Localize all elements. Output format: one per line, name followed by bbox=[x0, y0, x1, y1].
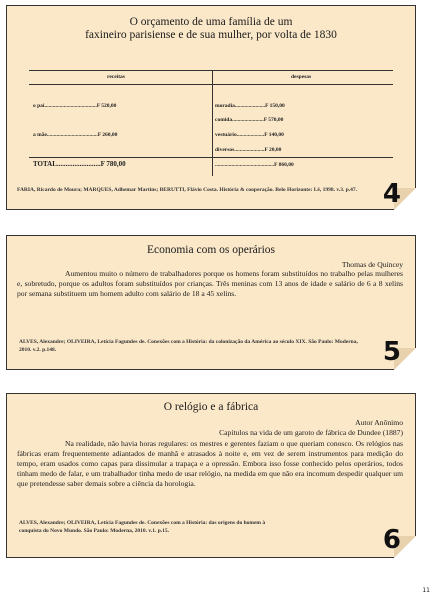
col-receitas: receitas bbox=[107, 74, 125, 80]
source-citation: ALVES, Alexandre; OLIVEIRA, Letícia Fagundes de. Conexões com a História: da colonização da América ao século XIX. São Paulo: Moderna, 2010. v.2. p.148. bbox=[19, 339, 358, 353]
expense-clothing: vestuário....................F 140,00 bbox=[215, 132, 284, 138]
page-number: 11 bbox=[422, 587, 430, 594]
quote-text: Na realidade, não havia horas regulares: os mestres e gerentes faziam o que queriam conosco. Os relógios nas fábricas eram frequentemente adiantados de manhã e atrasados à noite e, em vez de serem instrumentos para medição do tempo, eram usados como capas para dissimular a trapaça e a opressão. Embora isso fosse conhecido pelos operários, todos tinham medo de falar, e um trabalhador tinha medo de usar relógio, na medida em que não era incomum despedir qualquer um que pretendesse saber demais sobre a ciência da horologia. bbox=[17, 439, 403, 488]
card-title-line2: faxineiro parisiense e de sua mulher, por volta de 1830 bbox=[85, 29, 337, 41]
card-workers bbox=[6, 235, 416, 370]
card-number: 5 bbox=[382, 337, 401, 367]
income-mother: a mãe.....................................F 260,00 bbox=[33, 132, 118, 138]
card-number: 6 bbox=[382, 525, 401, 555]
expense-food: comida.......................F 570,00 bbox=[215, 117, 284, 123]
card-clock-factory bbox=[6, 393, 416, 558]
card-budget bbox=[6, 5, 416, 210]
source-citation-line2: conquista do Novo Mundo. São Paulo: Moderna, 2010. v.1. p.15. bbox=[19, 528, 170, 534]
card-title: O orçamento de uma família de um bbox=[129, 16, 293, 28]
income-father: o pai......................................F 520,00 bbox=[33, 103, 117, 109]
source-citation: ALVES, Alexandre; OLIVEIRA, Letícia Fagundes de. Conexões com a História: das origens do homem à bbox=[19, 520, 266, 526]
card-title: O relógio e a fábrica bbox=[163, 401, 259, 413]
expense-housing: moradia......................F 150,00 bbox=[215, 103, 285, 109]
source-citation: FARIA, Ricardo de Moura; MARQUES, Adhemar Martins; BERUTTI, Flávio Costa. História & cooperação. Belo Horizonte: Lê, 1998. v.3. p.47. bbox=[17, 187, 358, 193]
author: Thomas de Quincey bbox=[341, 260, 403, 269]
total-expenses: ...........................................F 860,00 bbox=[215, 162, 294, 168]
quote-text: Aumentou muito o número de trabalhadores porque os homens foram substituídos no trabalho pelas mulheres e, sobretudo, porque os adultos foram substituídos por crianças. Três meninas com 13 anos de idade e salário de 6 a 8 xelins por semana substituem um homem adulto com salário de 18 a 45 xelins. bbox=[17, 269, 403, 298]
col-despesas: despesas bbox=[291, 74, 312, 80]
expense-misc: diversos......................F 20,00 bbox=[215, 147, 282, 153]
card-title: Economia com os operários bbox=[146, 244, 276, 256]
total-income: TOTAL.........................F 780,00 bbox=[33, 160, 126, 168]
subtitle: Capítulos na vida de um garoto de fábrica de Dundee (1887) bbox=[219, 428, 403, 437]
budget-table bbox=[29, 70, 393, 176]
card-number: 4 bbox=[382, 179, 401, 209]
author: Autor Anônimo bbox=[355, 418, 403, 427]
